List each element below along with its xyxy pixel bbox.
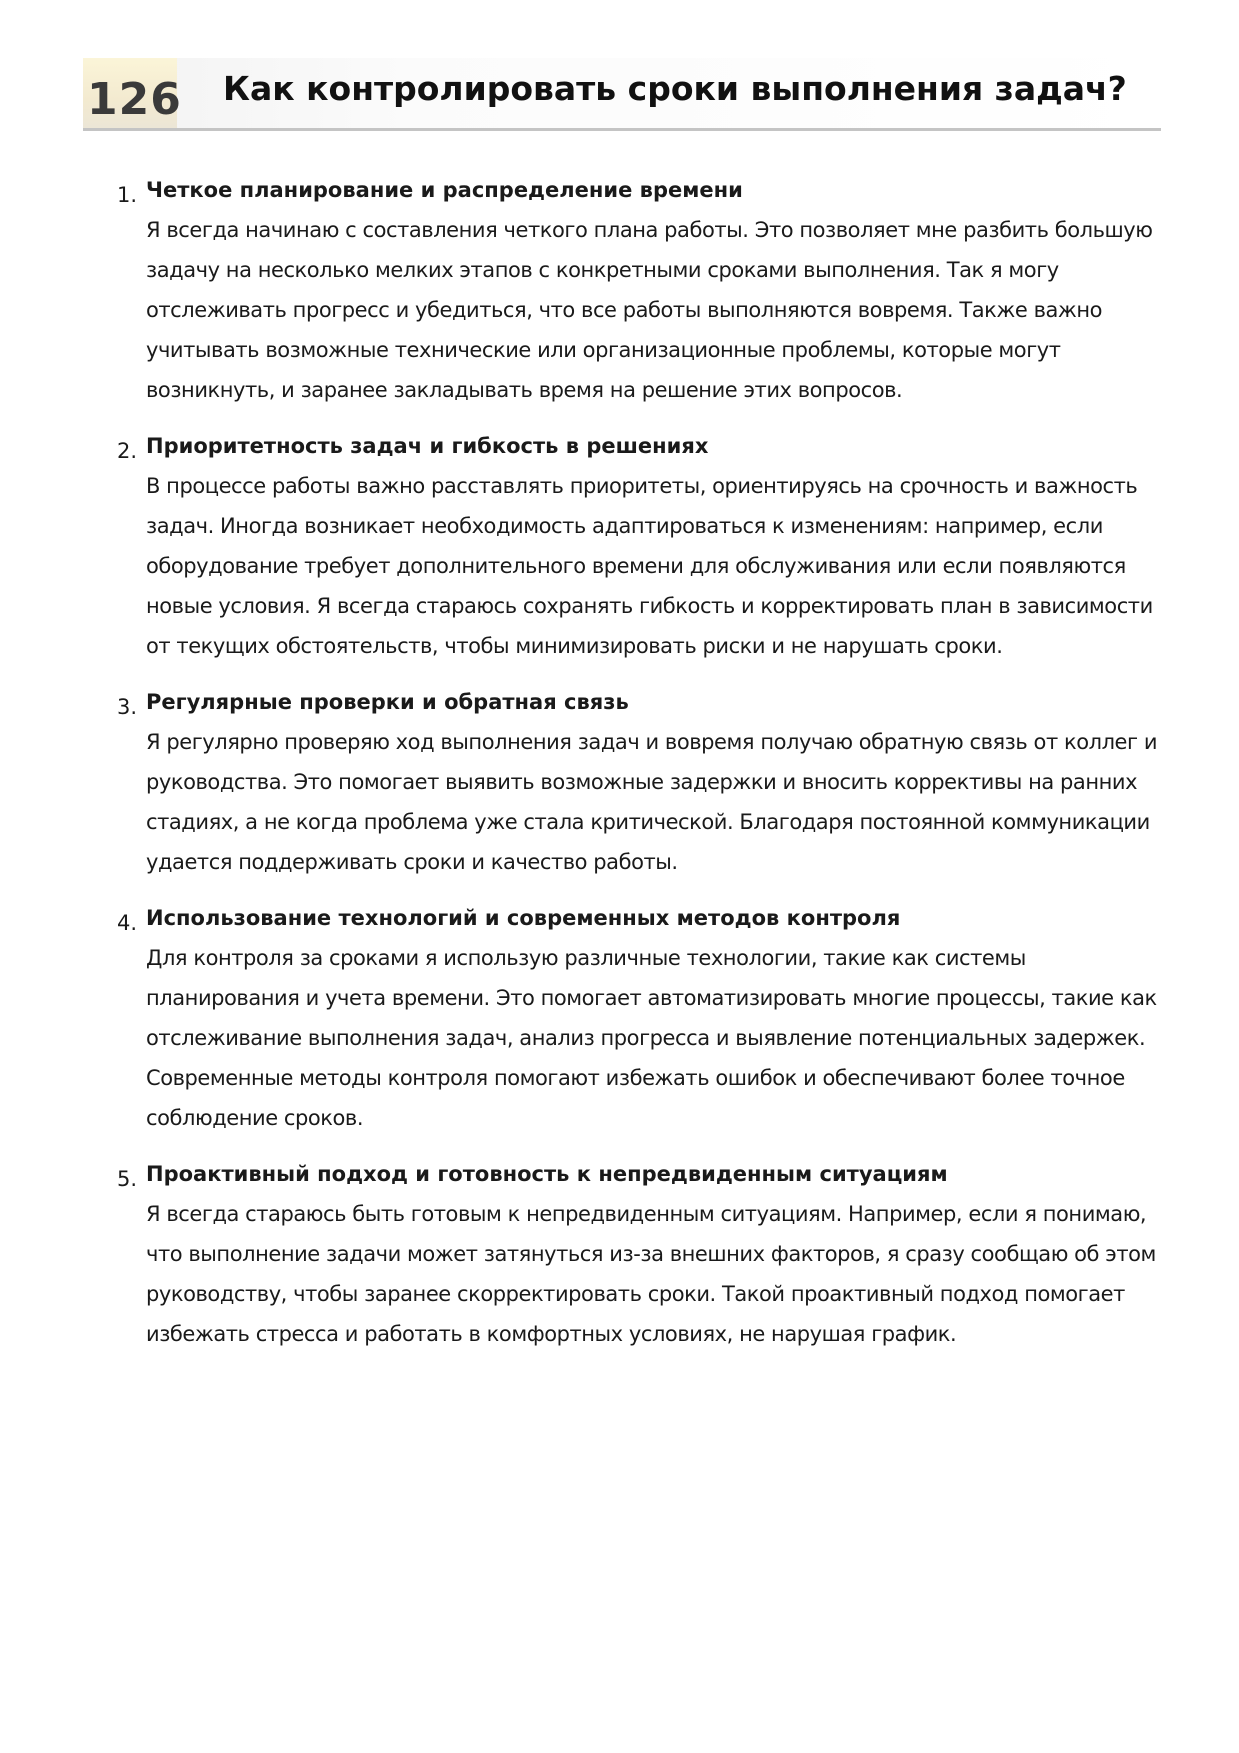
list-item [117, 175, 1167, 410]
list-item-text: В процессе работы важно расставлять приоритеты, ориентируясь на срочность и важность задач. Иногда возникает необходимость адаптироваться к изменениям: например, если оборудование требует дополнительного времени для обслуживания или если появляются новые условия. Я всегда стараюсь сохранять гибкость и корректировать план в зависимости от текущих обстоятельств, чтобы минимизировать риски и не нарушать сроки. [146, 474, 1153, 658]
list-item-text: Я регулярно проверяю ход выполнения задач и вовремя получаю обратную связь от коллег и руководства. Это помогает выявить возможные задержки и вносить коррективы на ранних стадиях, а не когда проблема уже стала критической. Благодаря постоянной коммуникации удается поддерживать сроки и качество работы. [146, 730, 1158, 874]
page-title: Как контролировать сроки выполнения задач? [223, 69, 1127, 108]
list-item-text: Я всегда стараюсь быть готовым к непредвиденным ситуациям. Например, если я понимаю, что выполнение задачи может затянуться из-за внешних факторов, я сразу сообщаю об этом руководству, чтобы заранее скорректировать сроки. Такой проактивный подход помогает избежать стресса и работать в комфортных условиях, не нарушая график. [146, 1202, 1156, 1346]
list-item-number: 5. [117, 1167, 138, 1191]
list-item-title: Использование технологий и современных методов контроля [146, 906, 901, 930]
list-item-text: Я всегда начинаю с составления четкого плана работы. Это позволяет мне разбить большую задачу на несколько мелких этапов с конкретными сроками выполнения. Так я могу отслеживать прогресс и убедиться, что все работы выполняются вовремя. Также важно учитывать возможные технические или организационные проблемы, которые могут возникнуть, и заранее закладывать время на решение этих вопросов. [146, 218, 1153, 402]
list-item [117, 431, 1167, 666]
list-item-number: 2. [117, 439, 138, 463]
list-item [117, 687, 1167, 882]
list-item-number: 1. [117, 183, 138, 207]
list-item-title: Регулярные проверки и обратная связь [146, 690, 629, 714]
answer-list [117, 170, 1167, 1375]
list-item-text: Для контроля за сроками я использую различные технологии, такие как системы планирования и учета времени. Это помогает автоматизировать многие процессы, такие как отслеживание выполнения задач, анализ прогресса и выявление потенциальных задержек. Современные методы контроля помогают избежать ошибок и обеспечивают более точное соблюдение сроков. [146, 946, 1157, 1130]
list-item-number: 3. [117, 695, 138, 719]
list-item [117, 903, 1167, 1138]
page-header [83, 58, 1161, 131]
list-item-number: 4. [117, 911, 138, 935]
list-item-title: Приоритетность задач и гибкость в решениях [146, 434, 709, 458]
list-item [117, 1159, 1167, 1354]
list-item-title: Проактивный подход и готовность к непредвиденным ситуациям [146, 1162, 948, 1186]
page-number-box [83, 58, 182, 128]
page-number: 126 [87, 74, 182, 125]
list-item-title: Четкое планирование и распределение времени [146, 178, 743, 202]
